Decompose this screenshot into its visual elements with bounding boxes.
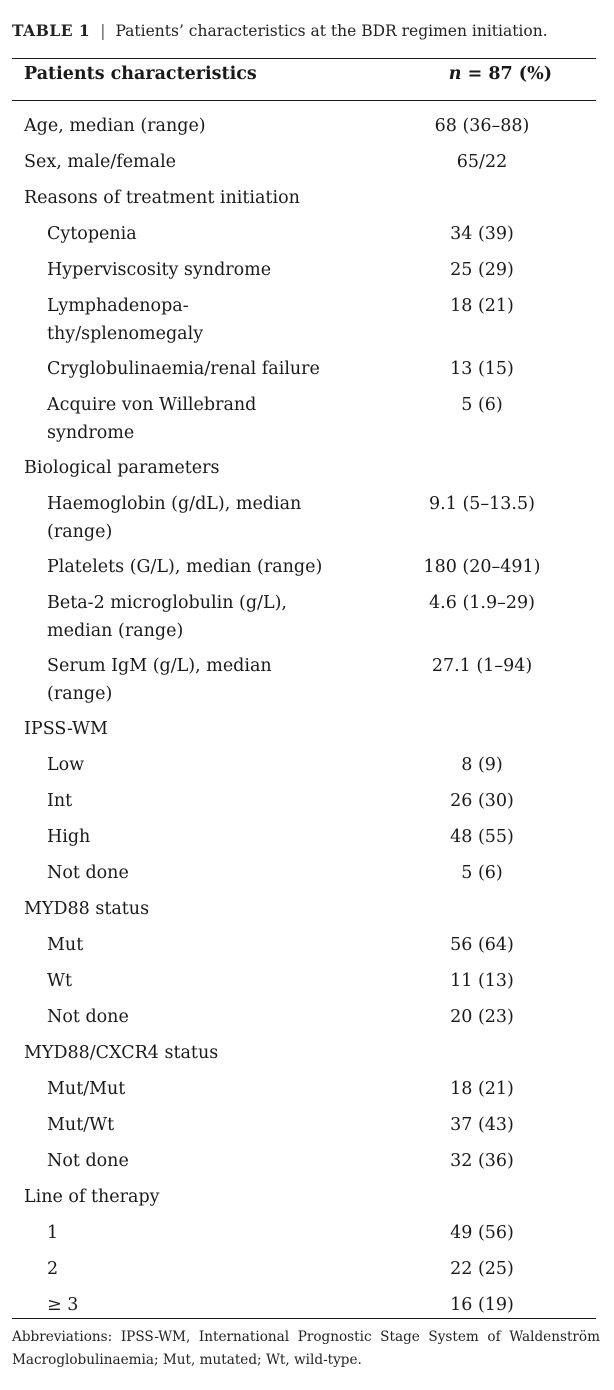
row-value: 5 (6): [461, 395, 503, 415]
row-value: 49 (56): [450, 1223, 514, 1243]
header-count-rest: = 87 (%): [461, 64, 552, 84]
row-value: 65/22: [456, 152, 508, 172]
row-label: Biological parameters: [24, 458, 220, 478]
table-section-row: [12, 108, 596, 144]
row-value: 8 (9): [461, 755, 503, 775]
row-label: Lymphadenopa-thy/splenomegaly: [47, 296, 204, 344]
row-value: 27.1 (1–94): [431, 656, 533, 676]
table-row: [12, 783, 596, 819]
row-label: 1: [47, 1223, 59, 1243]
row-label: Serum IgM (g/L), median (range): [47, 656, 272, 704]
table-header: [12, 62, 596, 96]
row-value: 26 (30): [450, 791, 514, 811]
table-section-row: [12, 144, 596, 180]
row-label: Int: [47, 791, 73, 811]
row-label: ≥ 3: [47, 1295, 79, 1315]
row-value: 18 (21): [450, 1079, 514, 1099]
table-row: [12, 1215, 596, 1251]
row-label: Not done: [47, 1007, 129, 1027]
table-row: [12, 1251, 596, 1287]
table-row: [12, 999, 596, 1035]
table-row: [12, 486, 596, 549]
row-label: Wt: [47, 971, 73, 991]
table-row: [12, 216, 596, 252]
row-label: Haemoglobin (g/dL), median (range): [47, 494, 302, 542]
table-row: [12, 855, 596, 891]
row-value: 16 (19): [450, 1295, 514, 1315]
header-count: [449, 64, 552, 84]
table-row: [12, 351, 596, 387]
row-value: 56 (64): [450, 935, 514, 955]
row-value: 13 (15): [450, 359, 514, 379]
row-label: 2: [47, 1259, 59, 1279]
table-section-row: [12, 180, 596, 216]
row-label: MYD88 status: [24, 899, 150, 919]
bottom-rule: [12, 1318, 596, 1319]
table-section-row: [12, 450, 596, 486]
table-row: [12, 819, 596, 855]
header-n: n: [448, 64, 462, 84]
caption-text: Patients’ characteristics at the BDR regimen initiation.: [115, 22, 548, 40]
row-value: 34 (39): [450, 224, 514, 244]
row-label: IPSS-WM: [24, 719, 108, 739]
table-section-row: [12, 711, 596, 747]
row-value: 37 (43): [450, 1115, 514, 1135]
row-value: 25 (29): [450, 260, 514, 280]
row-label: Low: [47, 755, 85, 775]
row-label: Line of therapy: [24, 1187, 160, 1207]
row-label: Age, median (range): [24, 116, 206, 136]
table-row: [12, 252, 596, 288]
row-value: 11 (13): [450, 971, 514, 991]
row-label: Sex, male/female: [24, 152, 177, 172]
table-row: [12, 387, 596, 450]
row-value: 18 (21): [450, 296, 514, 316]
table-section-row: [12, 891, 596, 927]
table-section-row: [12, 1179, 596, 1215]
table-label: TABLE 1: [12, 21, 91, 40]
row-label: Beta-2 microglobulin (g/L), median (range): [47, 593, 287, 641]
row-label: Mut: [47, 935, 84, 955]
row-label: Reasons of treatment initiation: [24, 188, 300, 208]
top-rule: [12, 58, 596, 59]
row-value: 22 (25): [450, 1259, 514, 1279]
header-characteristics: Patients characteristics: [24, 64, 257, 84]
row-value: 68 (36–88): [434, 116, 530, 136]
row-label: Platelets (G/L), median (range): [47, 557, 323, 577]
row-label: MYD88/CXCR4 status: [24, 1043, 219, 1063]
table-row: [12, 963, 596, 999]
table-row: [12, 1143, 596, 1179]
row-value: 48 (55): [450, 827, 514, 847]
row-value: 4.6 (1.9–29): [429, 593, 535, 613]
row-value: 180 (20–491): [423, 557, 541, 577]
row-label: Cytopenia: [47, 224, 137, 244]
table-row: [12, 1071, 596, 1107]
header-rule: [12, 100, 596, 101]
table-row: [12, 648, 596, 711]
row-label: Not done: [47, 1151, 129, 1171]
table-footnote: Abbreviations: IPSS-WM, International Prognostic Stage System of Waldenström Macroglobulinaemia; Mut, mutated; Wt, wild-type.: [12, 1329, 600, 1368]
row-label: Hyperviscosity syndrome: [47, 260, 272, 280]
row-value: 32 (36): [450, 1151, 514, 1171]
table-section-row: [12, 1035, 596, 1071]
row-value: 20 (23): [450, 1007, 514, 1027]
table-row: [12, 747, 596, 783]
caption-separator: |: [100, 22, 106, 40]
table-row: [12, 1107, 596, 1143]
row-label: Not done: [47, 863, 129, 883]
row-label: Mut/Wt: [47, 1115, 115, 1135]
table-row: [12, 585, 596, 648]
row-label: Mut/Mut: [47, 1079, 126, 1099]
row-label: Acquire von Willebrand syndrome: [47, 395, 257, 443]
row-label: High: [47, 827, 91, 847]
row-value: 9.1 (5–13.5): [429, 494, 535, 514]
table-body: [12, 108, 596, 1323]
table-row: [12, 549, 596, 585]
table-row: [12, 288, 596, 351]
table-caption: [12, 18, 608, 44]
row-value: 5 (6): [461, 863, 503, 883]
table-row: [12, 927, 596, 963]
row-label: Cryglobulinaemia/renal failure: [47, 359, 320, 379]
